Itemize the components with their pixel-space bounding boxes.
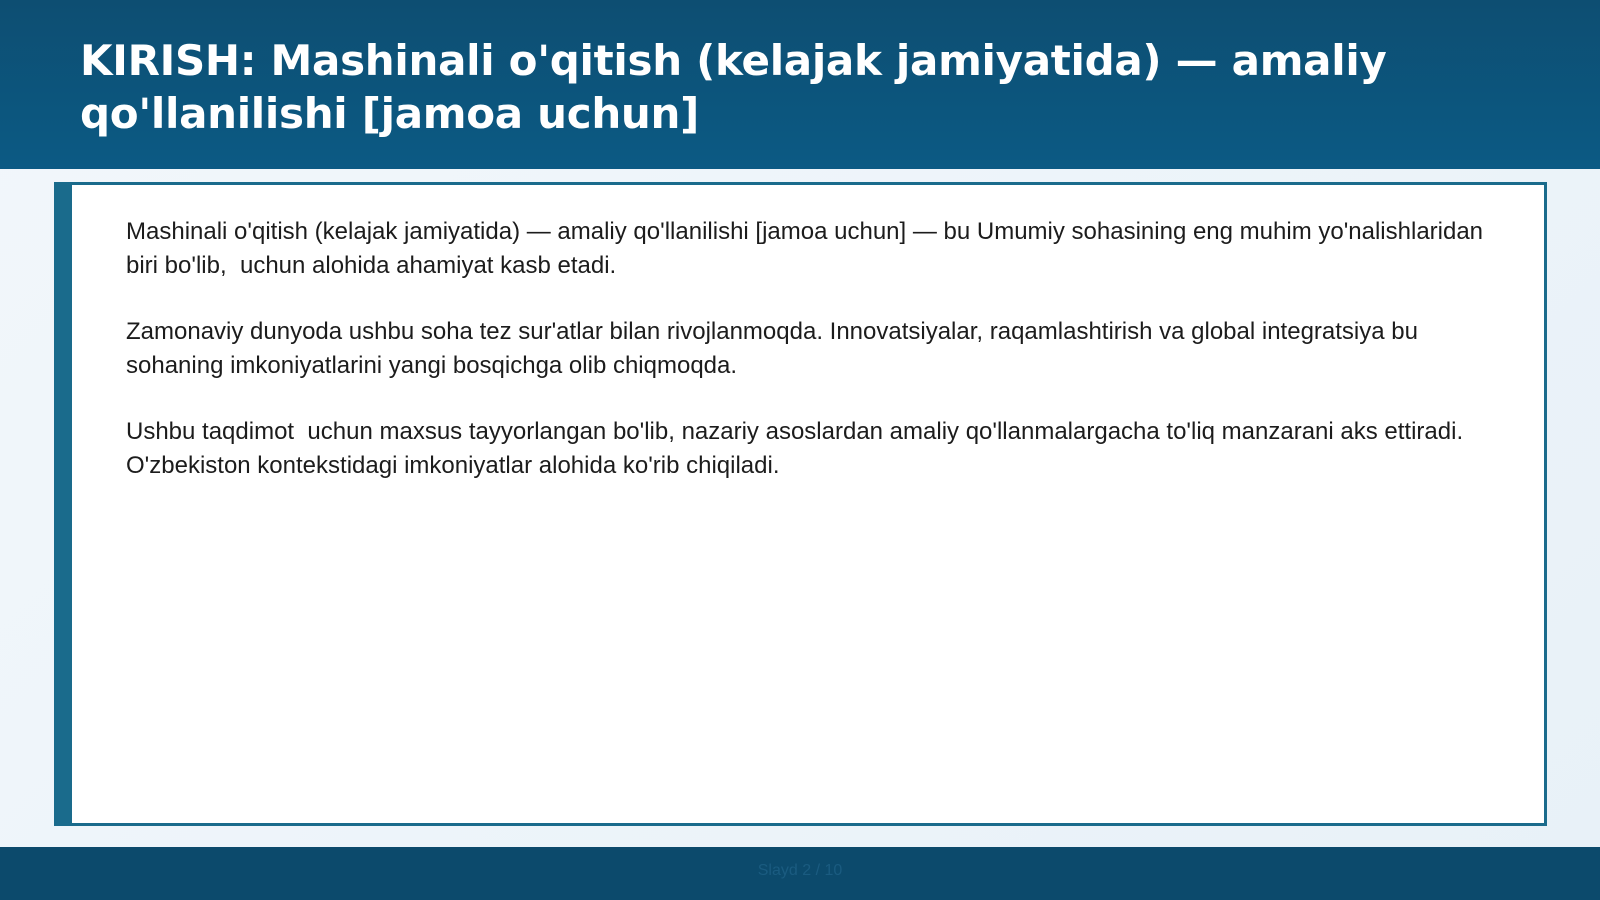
content-card xyxy=(54,182,1547,826)
title-bar xyxy=(0,0,1600,169)
footer-bar xyxy=(0,847,1600,900)
paragraph-modern-world: Zamonaviy dunyoda ushbu soha tez sur'atlar bilan rivojlanmoqda. Innovatsiyalar, raqamlashtirish va global integratsiya bu sohaning imkoniyatlarini yangi bosqichga olib chiqmoqda. xyxy=(126,318,1425,379)
paragraph-presentation: Ushbu taqdimot uchun maxsus tayyorlangan bo'lib, nazariy asoslardan amaliy qo'llanmalargacha to'liq manzarani aks ettiradi. O'zbekiston kontekstidagi imkoniyatlar alohida ko'rib chiqiladi. xyxy=(126,418,1470,479)
page-number: Slayd 2 / 10 xyxy=(757,862,843,879)
body-text xyxy=(126,215,1511,515)
paragraph-intro: Mashinali o'qitish (kelajak jamiyatida) — amaliy qo'llanilishi [jamoa uchun] — bu Umumiy sohasining eng muhim yo'nalishlaridan biri bo'lib, uchun alohida ahamiyat kasb etadi. xyxy=(126,218,1490,279)
slide-title: KIRISH: Mashinali o'qitish (kelajak jamiyatida) — amaliy qo'llanilishi [jamoa uchun] xyxy=(80,36,1387,138)
